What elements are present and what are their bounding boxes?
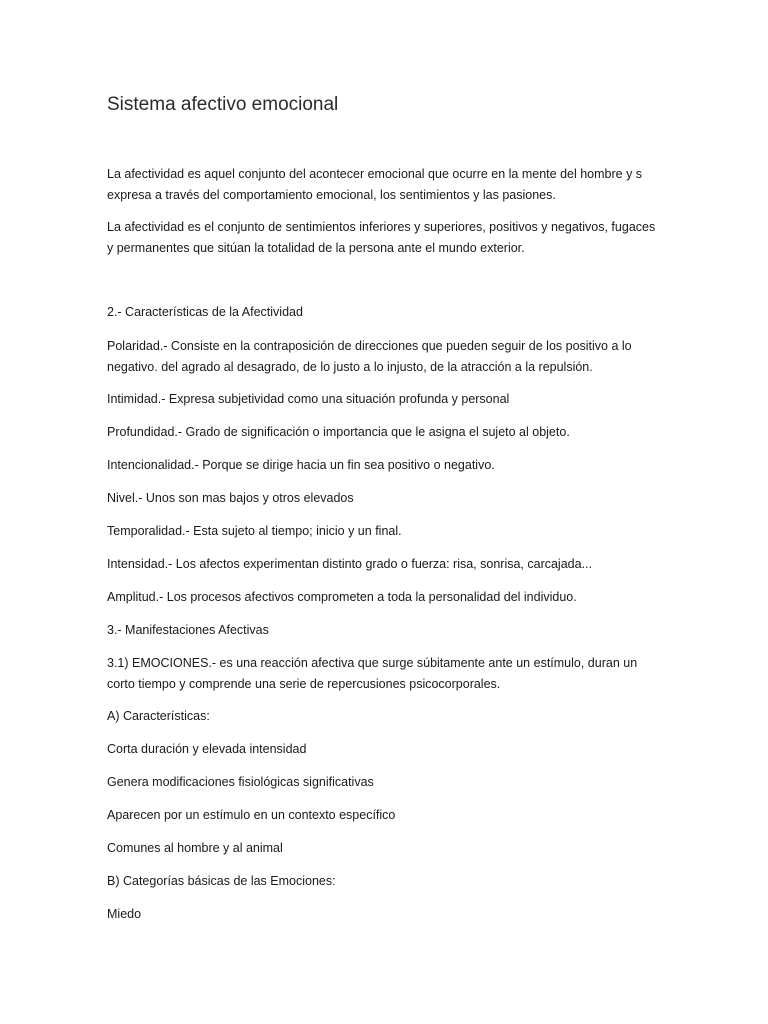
paragraph [107, 587, 667, 608]
paragraph [107, 488, 667, 509]
text-line: A) Características: [107, 709, 210, 723]
page-title: Sistema afectivo emocional [107, 94, 339, 115]
text-line: negativo. del agrado al desagrado, de lo justo a lo injusto, de la atracción a la repulsión. [107, 360, 593, 374]
paragraph [107, 904, 667, 925]
text-line: Polaridad.- Consiste en la contraposición de direcciones que pueden seguir de los positivo a lo [107, 339, 632, 353]
paragraph [107, 739, 667, 760]
text-line: Genera modificaciones fisiológicas significativas [107, 775, 374, 789]
text-line: La afectividad es el conjunto de sentimientos inferiores y superiores, positivos y negativos, fugaces [107, 220, 656, 234]
text-line: B) Categorías básicas de las Emociones: [107, 874, 336, 888]
text-line: Intencionalidad.- Porque se dirige hacia un fin sea positivo o negativo. [107, 458, 495, 472]
text-line: Profundidad.- Grado de significación o importancia que le asigna el sujeto al objeto. [107, 425, 570, 439]
paragraph [107, 871, 667, 892]
paragraph [107, 521, 667, 542]
paragraph [107, 653, 667, 695]
text-line: Aparecen por un estímulo en un contexto específico [107, 808, 396, 822]
text-line: corto tiempo y comprende una serie de repercusiones psicocorporales. [107, 677, 501, 691]
text-line: Intimidad.- Expresa subjetividad como una situación profunda y personal [107, 392, 510, 406]
paragraph [107, 620, 667, 641]
text-line: La afectividad es aquel conjunto del acontecer emocional que ocurre en la mente del hombre y s [107, 167, 643, 181]
paragraph [107, 772, 667, 793]
paragraph [107, 302, 667, 323]
text-line: Temporalidad.- Esta sujeto al tiempo; inicio y un final. [107, 524, 402, 538]
text-line: Intensidad.- Los afectos experimentan distinto grado o fuerza: risa, sonrisa, carcajada... [107, 557, 592, 571]
paragraph [107, 336, 667, 378]
text-line: y permanentes que sitúan la totalidad de la persona ante el mundo exterior. [107, 241, 525, 255]
paragraph [107, 706, 667, 727]
text-line: Amplitud.- Los procesos afectivos comprometen a toda la personalidad del individuo. [107, 590, 577, 604]
text-line: Nivel.- Unos son mas bajos y otros elevados [107, 491, 354, 505]
paragraph [107, 164, 667, 206]
text-line: 2.- Características de la Afectividad [107, 305, 303, 319]
text-line: Comunes al hombre y al animal [107, 841, 283, 855]
paragraph [107, 455, 667, 476]
paragraph [107, 805, 667, 826]
paragraph [107, 422, 667, 443]
paragraph [107, 554, 667, 575]
text-line: 3.- Manifestaciones Afectivas [107, 623, 269, 637]
paragraph [107, 389, 667, 410]
text-line: Miedo [107, 907, 142, 921]
text-line: expresa a través del comportamiento emocional, los sentimientos y las pasiones. [107, 188, 556, 202]
text-line: 3.1) EMOCIONES.- es una reacción afectiva que surge súbitamente ante un estímulo, duran un [107, 656, 638, 670]
paragraph [107, 838, 667, 859]
text-line: Corta duración y elevada intensidad [107, 742, 307, 756]
paragraph [107, 217, 667, 259]
